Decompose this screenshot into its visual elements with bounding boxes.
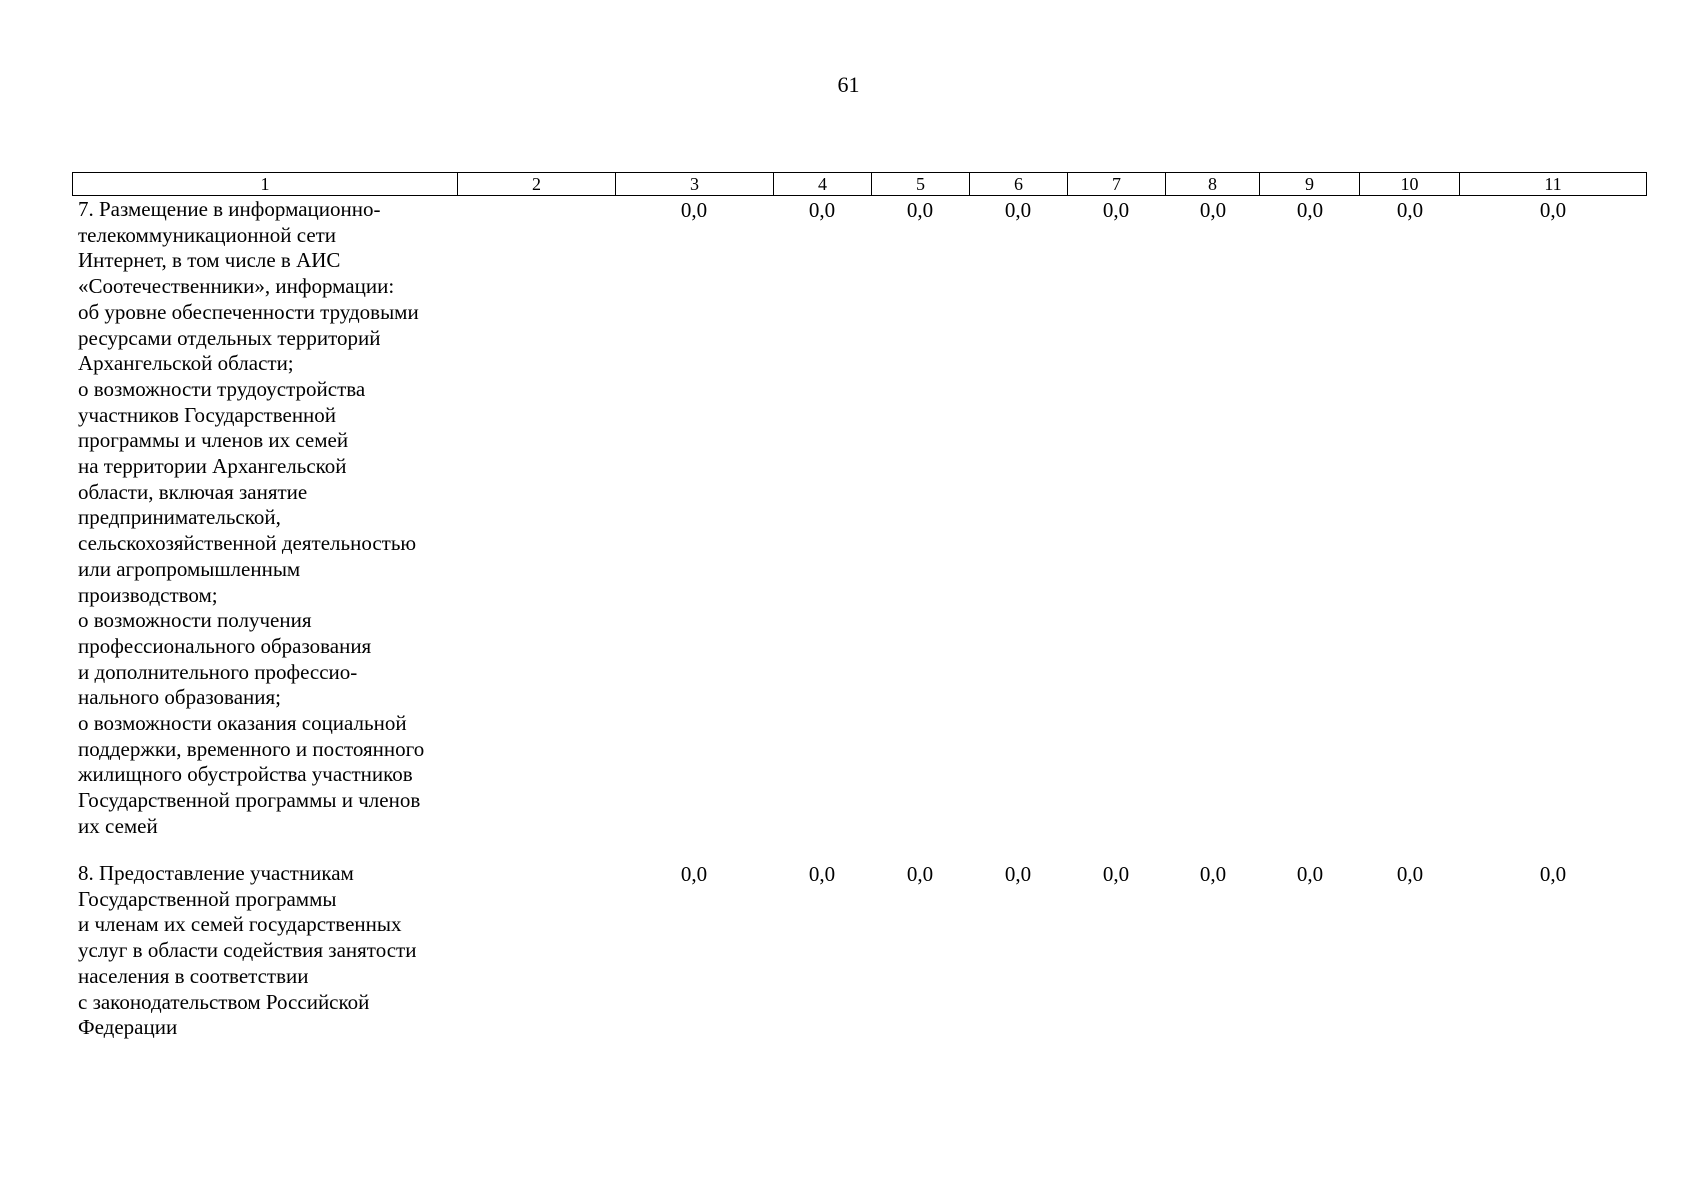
row-7-description: 7. Размещение в информационно- телекоммуникационной сети Интернет, в том числе в АИС «Соотечественники», информации: об уровне обеспеченности трудовыми ресурсами отдельных территорий Архангельской области; о возможности трудоустройства участников Государственной программы и членов их семей на территории Архангельской области, включая занятие предпринимательской, сельскохозяйственной деятельностью или агропромышленным производством; о возможности получения профессионального образования и дополнительного профессио- нального образования; о возможности оказания социальной поддержки, временного и постоянного жилищного обустройства участников Государственной программы и членов их семей: [78, 197, 425, 838]
value-cell: 0,0: [1539, 198, 1567, 222]
page-number: 61: [837, 72, 860, 97]
column-number-cell: 6: [970, 173, 1068, 196]
column-number-header: [72, 172, 1647, 196]
column-number-cell: 4: [774, 173, 872, 196]
value-cell: 0,0: [1296, 198, 1324, 222]
row-8-description: 8. Предоставление участникам Государственной программы и членам их семей государственных услуг в области содействия занятости населения в соответствии с законодательством Российской Федерации: [78, 861, 417, 1040]
column-number-cell: 11: [1460, 173, 1647, 196]
value-cell: 0,0: [1102, 198, 1130, 222]
value-cell: 0,0: [808, 862, 836, 886]
value-cell: 0,0: [1296, 862, 1324, 886]
column-number-cell: 2: [458, 173, 616, 196]
value-cell: 0,0: [1396, 862, 1424, 886]
value-cell: 0,0: [906, 198, 934, 222]
value-cell: 0,0: [1539, 862, 1567, 886]
column-number-cell: 5: [872, 173, 970, 196]
column-number-cell: 7: [1068, 173, 1166, 196]
value-cell: 0,0: [1396, 198, 1424, 222]
row-8-values: [72, 861, 1646, 887]
value-cell: 0,0: [680, 198, 708, 222]
value-cell: 0,0: [1004, 198, 1032, 222]
value-cell: 0,0: [808, 198, 836, 222]
column-number-cell: 1: [73, 173, 458, 196]
column-number-cell: 10: [1360, 173, 1460, 196]
value-cell: 0,0: [680, 862, 708, 886]
row-7-values: [72, 197, 1646, 223]
value-cell: 0,0: [1199, 198, 1227, 222]
value-cell: 0,0: [906, 862, 934, 886]
value-cell: 0,0: [1102, 862, 1130, 886]
column-number-cell: 3: [616, 173, 774, 196]
value-cell: 0,0: [1199, 862, 1227, 886]
column-number-cell: 8: [1166, 173, 1260, 196]
value-cell: 0,0: [1004, 862, 1032, 886]
column-number-row: [73, 173, 1647, 196]
column-number-cell: 9: [1260, 173, 1360, 196]
